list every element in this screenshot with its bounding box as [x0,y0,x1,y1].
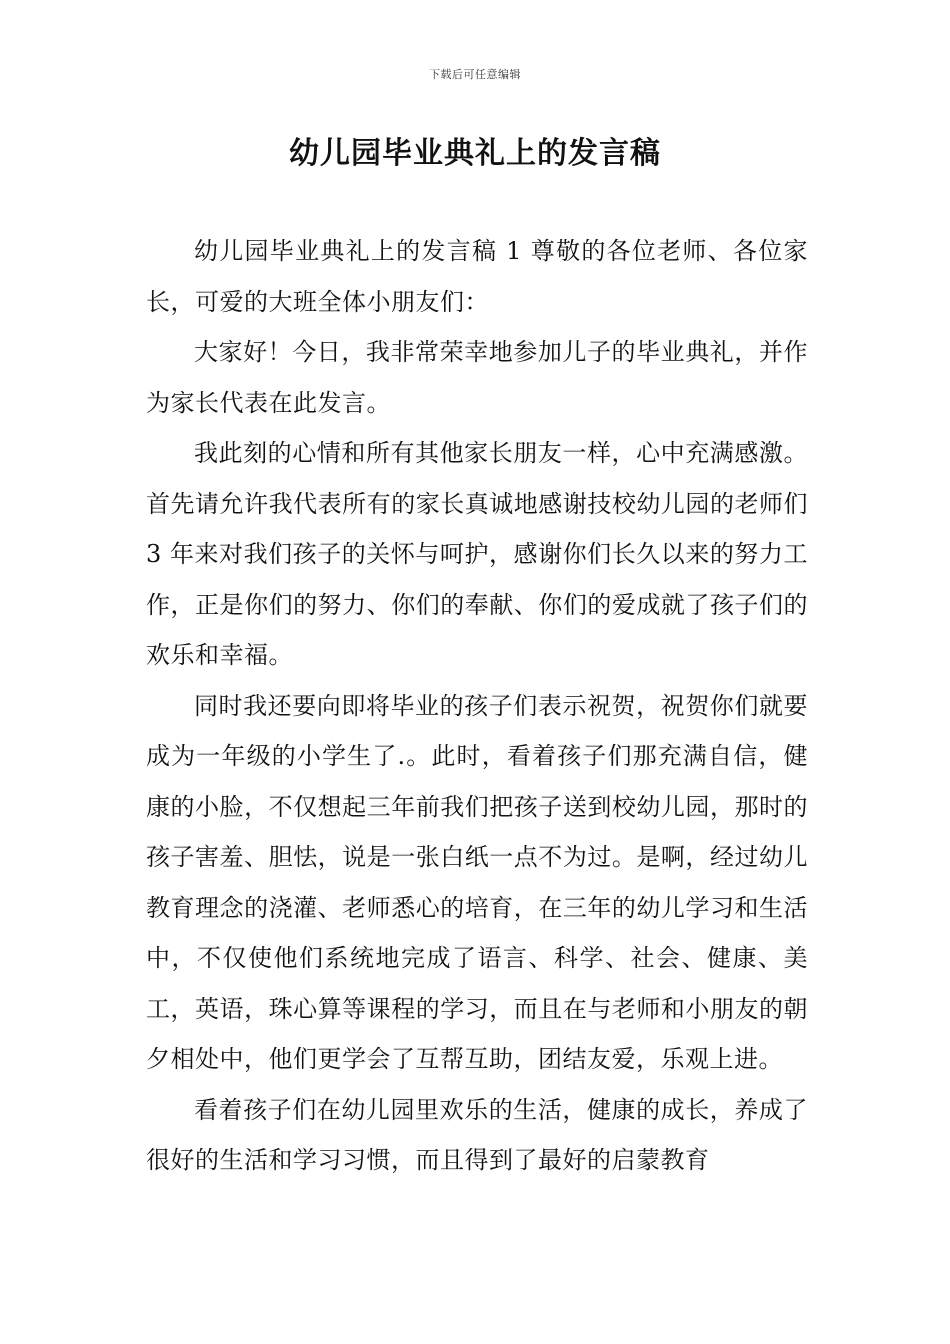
document-title: 幼儿园毕业典礼上的发言稿 [289,136,661,171]
document-body [146,226,808,1186]
header-note: 下载后可任意编辑 [429,68,521,81]
paragraph-5: 看着孩子们在幼儿园里欢乐的生活，健康的成长，养成了很好的生活和学习习惯，而且得到了最好的启蒙教育 [146,1095,808,1174]
paragraph-4: 同时我还要向即将毕业的孩子们表示祝贺，祝贺你们就要成为一年级的小学生了.。此时，看着孩子们那充满自信，健康的小脸，不仅想起三年前我们把孩子送到校幼儿园，那时的孩子害羞、胆怯，说是一张白纸一点不为过。是啊，经过幼儿教育理念的浇灌、老师悉心的培育，在三年的幼儿学习和生活中，不仅使他们系统地完成了语言、科学、社会、健康、美工，英语，珠心算等课程的学习，而且在与老师和小朋友的朝夕相处中，他们更学会了互帮互助，团结友爱，乐观上进。 [146,691,808,1073]
paragraph-1: 幼儿园毕业典礼上的发言稿 1 尊敬的各位老师、各位家长，可爱的大班全体小朋友们： [146,237,808,316]
paragraph-2: 大家好！今日，我非常荣幸地参加儿子的毕业典礼，并作为家长代表在此发言。 [146,338,808,417]
paragraph-3: 我此刻的心情和所有其他家长朋友一样，心中充满感激。首先请允许我代表所有的家长真诚地感谢技校幼儿园的老师们 3 年来对我们孩子的关怀与呵护，感谢你们长久以来的努力工作，正是你们的努力、你们的奉献、你们的爱成就了孩子们的欢乐和幸福。 [146,439,808,669]
